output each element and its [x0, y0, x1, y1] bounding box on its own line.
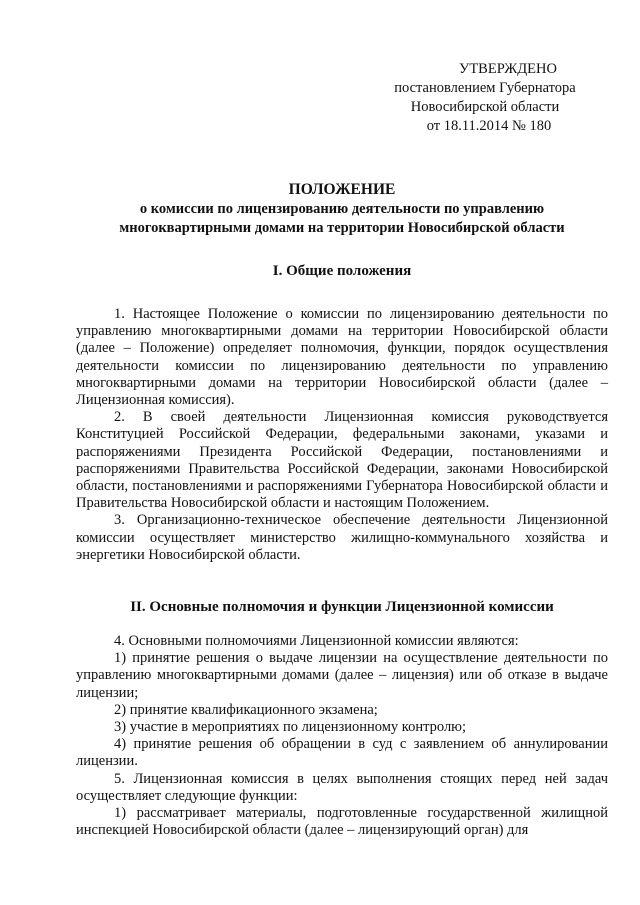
paragraph-4-4: 4) принятие решения об обращении в суд с заявлением об аннулировании лицензии. — [76, 736, 608, 770]
paragraph-5-1: 1) рассматривает материалы, подготовленные государственной жилищной инспекцией Новосибирской области (далее – лицензирующий орган) для — [76, 805, 608, 839]
section-1-heading: I. Общие положения — [272, 263, 412, 279]
approval-line-1: постановлением Губернатора — [394, 80, 576, 96]
document-title-main: ПОЛОЖЕНИЕ — [288, 181, 396, 198]
approval-line-3: от 18.11.2014 № 180 — [426, 118, 552, 134]
approval-line-2: Новосибирской области — [410, 99, 560, 115]
approval-title: УТВЕРЖДЕНО — [459, 61, 557, 77]
document-title-sub-1: о комиссии по лицензированию деятельности по управлению — [139, 201, 545, 217]
paragraph-4-2: 2) принятие квалификационного экзамена; — [114, 701, 378, 718]
section-2-body — [76, 633, 608, 839]
paragraph-5: 5. Лицензионная комиссия в целях выполнения стоящих перед ней задач осуществляет следующие функции: — [76, 770, 608, 804]
paragraph-4-1: 1) принятие решения о выдаче лицензии на осуществление деятельности по управлению многоквартирными домами (далее – лицензия) или об отказе в выдаче лицензии; — [76, 650, 608, 701]
section-2-heading: II. Основные полномочия и функции Лицензионной комиссии — [130, 599, 554, 615]
paragraph-2: 2. В своей деятельности Лицензионная комиссия руководствуется Конституцией Российской Федерации, федеральными законами, указами и распоряжениями Президента Российской Федерации, постановлениями и распоряжениями Правительства Российской Федерации, законами Новосибирской области, постановлениями и распоряжениями Губернатора Новосибирской области и Правительства Новосибирской области и настоящим Положением. — [76, 409, 608, 512]
paragraph-4-3: 3) участие в мероприятиях по лицензионному контролю; — [114, 719, 467, 736]
paragraph-4: 4. Основными полномочиями Лицензионной комиссии являются: — [114, 633, 519, 649]
section-1-body — [76, 306, 608, 564]
document-title — [76, 180, 608, 237]
approval-stamp — [360, 60, 610, 136]
document-title-sub-2: многоквартирными домами на территории Новосибирской области — [119, 219, 565, 236]
paragraph-1: 1. Настоящее Положение о комиссии по лицензированию деятельности по управлению многоквартирными домами на территории Новосибирской области (далее – Положение) определяет полномочия, функции, порядок осуществления деятельности комиссии по лицензированию деятельности по управлению многоквартирными домами на территории Новосибирской области (далее – Лицензионная комиссия). — [76, 306, 608, 409]
paragraph-3: 3. Организационно-техническое обеспечение деятельности Лицензионной комиссии осуществляет министерство жилищно-коммунального хозяйства и энергетики Новосибирской области. — [76, 512, 608, 563]
